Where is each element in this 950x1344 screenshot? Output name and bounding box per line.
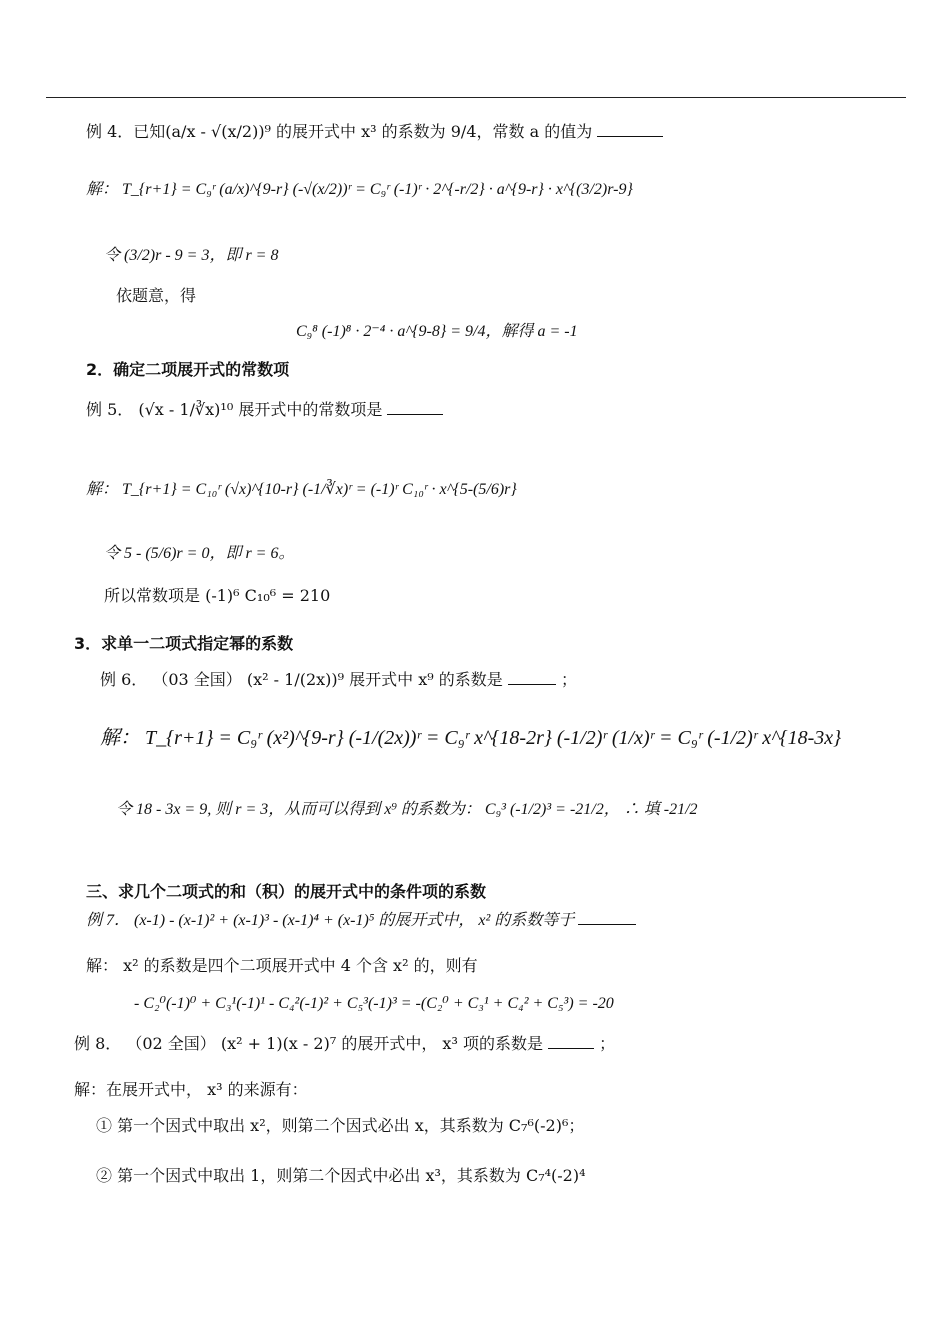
example-5-question: 例 5． (√x - 1/∛x)¹⁰ 展开式中的常数项是 xyxy=(86,398,443,420)
example-8-case-2: ② 第一个因式中取出 1，则第二个因式中必出 x³，其系数为 C₇⁴(-2)⁴ xyxy=(96,1166,586,1185)
example-5-set-r: 令 5 - (5/6)r = 0，即 r = 6。 xyxy=(104,545,295,562)
answer-blank xyxy=(387,398,443,415)
example-7-question: 例 7． (x-1) - (x-1)² + (x-1)³ - (x-1)⁴ + (x-1)⁵ 的展开式中， x² 的系数等于 xyxy=(86,908,636,931)
example-4-set-r: 令 (3/2)r - 9 = 3，即 r = 8 xyxy=(104,247,279,264)
section-2-title: 2．确定二项展开式的常数项 xyxy=(86,360,290,379)
example-8-solution-intro: 解：在展开式中， x³ 的来源有： xyxy=(74,1080,308,1099)
answer-blank xyxy=(548,1032,594,1049)
answer-blank xyxy=(508,668,556,685)
example-6-question: 例 6． （03 全国） (x² - 1/(2x))⁹ 展开式中 x⁹ 的系数是 ； xyxy=(100,670,577,689)
example-8-case-1: ① 第一个因式中取出 x²，则第二个因式必出 x，其系数为 C₇⁶(-2)⁶； xyxy=(96,1116,585,1135)
example-4-question: 例 4．已知(a/x - √(x/2))⁹ 的展开式中 x³ 的系数为 9/4，常数 a 的值为 xyxy=(86,120,663,142)
example-4-result: C₉⁸ (-1)⁸ · 2⁻⁴ · a^{9-8} = 9/4，解得 a = -1 xyxy=(296,323,578,340)
answer-blank xyxy=(578,908,636,925)
answer-blank xyxy=(597,120,663,137)
header-rule xyxy=(46,97,906,98)
example-5-answer: 所以常数项是 (-1)⁶ C₁₀⁶ = 210 xyxy=(104,586,331,605)
example-7-solution-text: 解： x² 的系数是四个二项展开式中 4 个含 x² 的，则有 xyxy=(86,956,478,975)
example-4-by-problem: 依题意，得 xyxy=(116,286,197,305)
example-6-solution: 解： T_{r+1} = C₉ʳ (x²)^{9-r} (-1/(2x))ʳ = C₉ʳ x^{18-2r} (-1/2)ʳ (1/x)ʳ = C₉ʳ (-1/2)ʳ x^{18-3x} xyxy=(100,727,842,749)
example-5-solution: 解： T_{r+1} = C₁₀ʳ (√x)^{10-r} (-1/∛x)ʳ = (-1)ʳ C₁₀ʳ · x^{5-(5/6)r} xyxy=(86,481,517,498)
section-three-title: 三、求几个二项式的和（积）的展开式中的条件项的系数 xyxy=(86,882,487,901)
section-3-title: 3．求单一二项式指定幂的系数 xyxy=(74,634,294,653)
example-8-question: 例 8． （02 全国） (x² + 1)(x - 2)⁷ 的展开式中， x³ 项的系数是 ； xyxy=(74,1034,616,1053)
example-7-solution-expr: - C₂⁰(-1)⁰ + C₃¹(-1)¹ - C₄²(-1)² + C₅³(-1)³ = -(C₂⁰ + C₃¹ + C₄² + C₅³) = -20 xyxy=(134,995,614,1012)
example-4-solution: 解： T_{r+1} = C₉ʳ (a/x)^{9-r} (-√(x/2))ʳ = C₉ʳ (-1)ʳ · 2^{-r/2} · a^{9-r} · x^{(3/2)r-9} xyxy=(86,181,633,198)
example-6-conclusion: 令 18 - 3x = 9, 则 r = 3，从而可以得到 x⁹ 的系数为： C₉³ (-1/2)³ = -21/2， ∴ 填 -21/2 xyxy=(116,801,698,818)
